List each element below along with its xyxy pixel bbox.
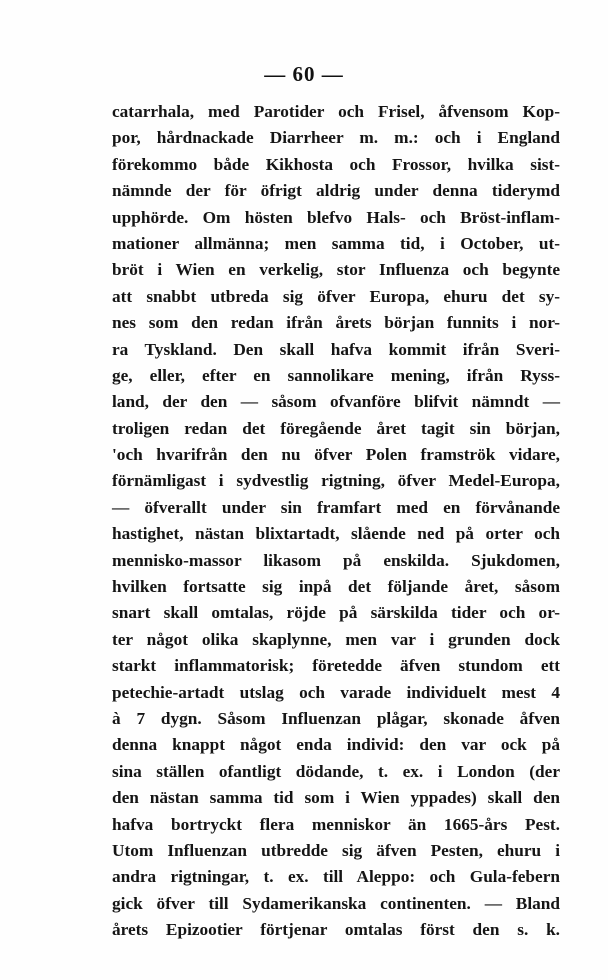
text-line: hvilken fortsatte sig inpå det följande året, såsom	[112, 577, 560, 597]
text-line: starkt inflammatorisk; företedde äfven stundom ett	[112, 656, 560, 676]
text-line: nämnde der för öfrigt aldrig under denna tiderymd	[112, 181, 560, 201]
text-line: troligen redan det föregående året tagit sin början,	[112, 418, 560, 438]
text-line: nes som den redan ifrån årets början funnits i nor-	[112, 313, 560, 333]
text-line: hastighet, nästan blixtartadt, slående ned på orter och	[112, 524, 560, 544]
page-number: — 60 —	[264, 62, 344, 86]
text-line: andra rigtningar, t. ex. till Aleppo: och Gula-febern	[112, 867, 560, 887]
text-line: à 7 dygn. Såsom Influenzan plågar, skonade åfven	[112, 708, 560, 728]
text-line: mationer allmänna; men samma tid, i October, ut-	[112, 233, 560, 253]
text-line: Utom Influenzan utbredde sig äfven Pesten, ehuru i	[112, 840, 560, 860]
text-line: upphörde. Om hösten blefvo Hals- och Bröst-inflam-	[112, 207, 560, 227]
text-line: petechie-artadt utslag och varade individuelt mest 4	[112, 682, 560, 702]
text-line: gick öfver till Sydamerikanska continenten. — Bland	[112, 893, 560, 913]
text-line: snart skall omtalas, röjde på särskilda tider och or-	[112, 603, 560, 623]
text-line: catarrhala, med Parotider och Frisel, åfvensom Kop-	[112, 102, 560, 121]
text-line: denna knappt något enda individ: den var ock på	[112, 735, 560, 755]
body-text	[112, 99, 560, 944]
text-line: den nästan samma tid som i Wien yppades) skall den	[112, 788, 560, 808]
text-line: land, der den — såsom ofvanföre blifvit nämndt —	[112, 392, 560, 412]
text-line: ge, eller, efter en sannolikare mening, ifrån Ryss-	[112, 365, 560, 385]
text-line: sina ställen ofantligt dödande, t. ex. i London (der	[112, 761, 560, 781]
text-line: hafva bortryckt flera menniskor än 1665-års Pest.	[112, 814, 560, 834]
text-line: por, hårdnackade Diarrheer m. m.: och i England	[112, 128, 560, 148]
text-line: bröt i Wien en verkelig, stor Influenza och begynte	[112, 260, 560, 280]
text-line: — öfverallt under sin framfart med en förvånande	[112, 497, 560, 517]
text-line: förekommo både Kikhosta och Frossor, hvilka sist-	[112, 154, 560, 174]
text-line: 'och hvarifrån den nu öfver Polen framströk vidare,	[112, 445, 560, 465]
text-line: mennisko-massor likasom på enskilda. Sjukdomen,	[112, 550, 560, 570]
text-line: årets Epizootier förtjenar omtalas först den s. k.	[112, 920, 560, 940]
text-line: ter något olika skaplynne, men var i grunden dock	[112, 629, 560, 649]
text-line: ra Tyskland. Den skall hafva kommit ifrån Sveri-	[112, 339, 560, 359]
text-line: att snabbt utbreda sig öfver Europa, ehuru det sy-	[112, 286, 560, 306]
text-line: förnämligast i sydvestlig rigtning, öfver Medel-Europa,	[112, 471, 560, 491]
